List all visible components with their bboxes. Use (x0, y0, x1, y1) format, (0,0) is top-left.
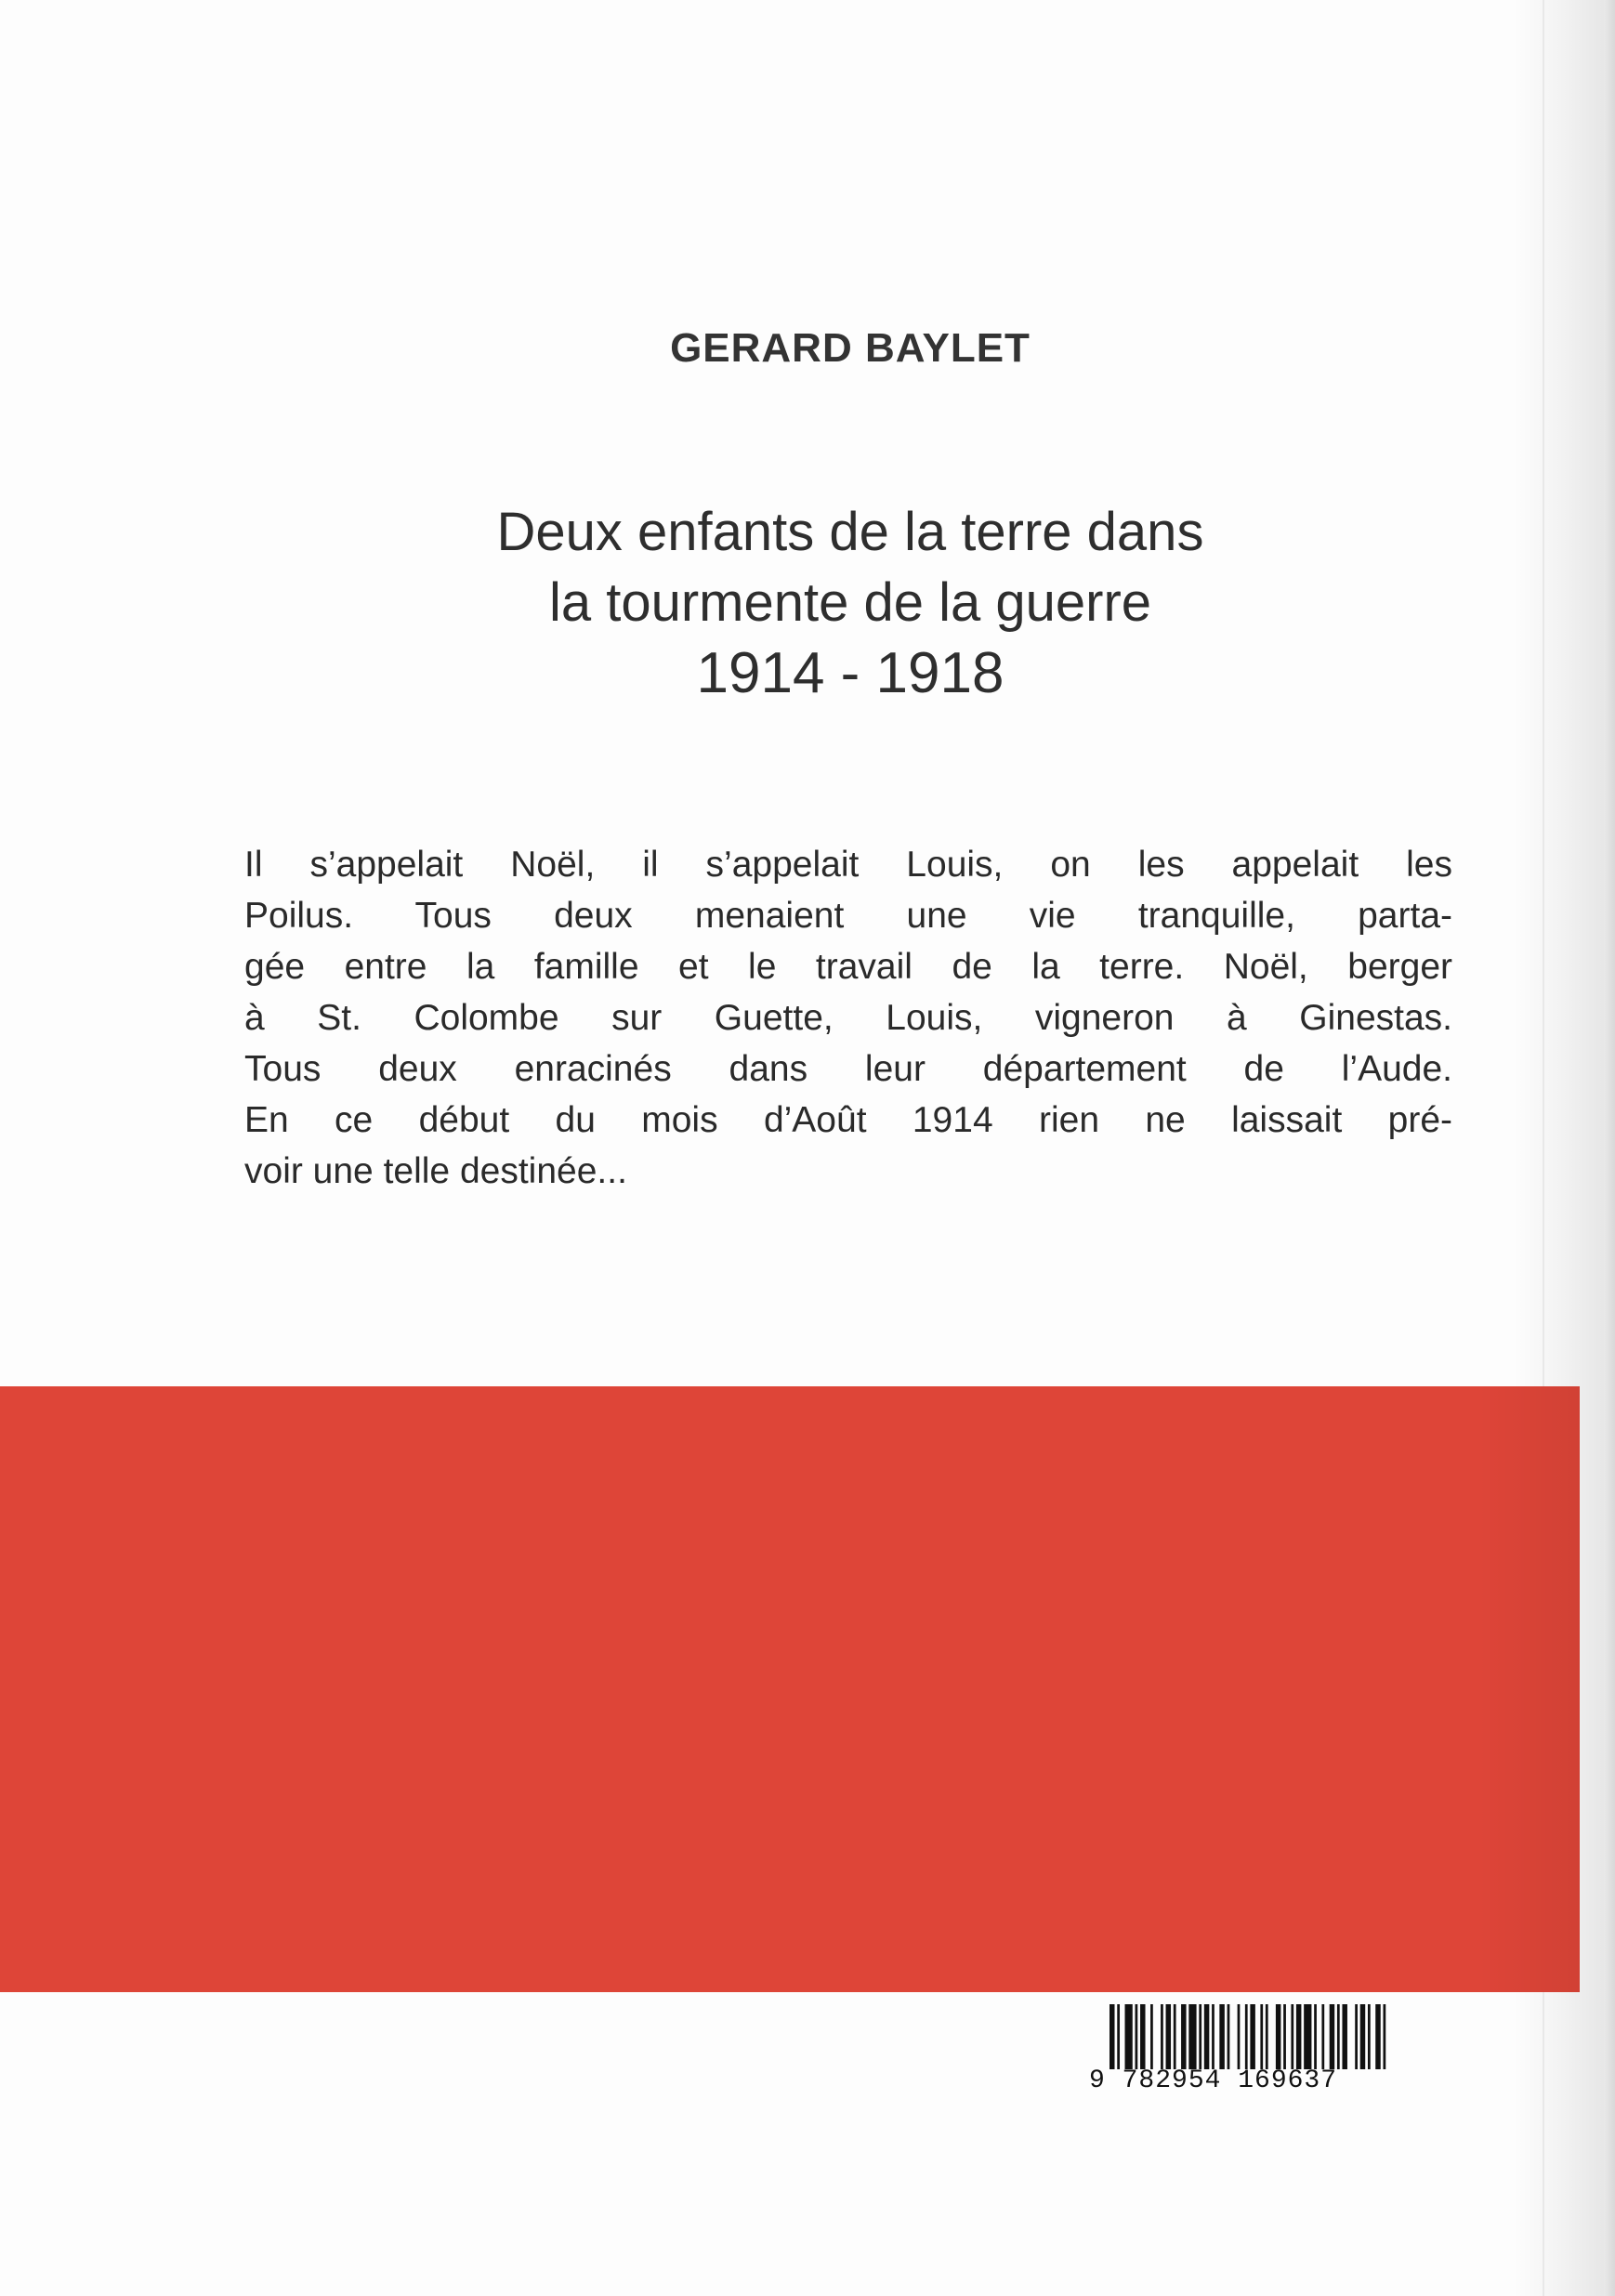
barcode (1109, 2004, 1388, 2069)
red-band-shade (1477, 1386, 1580, 1992)
barcode-bar (1384, 2004, 1386, 2069)
barcode-bar (1174, 2004, 1176, 2069)
barcode-bar (1161, 2004, 1163, 2069)
title-line: Deux enfants de la terre dans (496, 502, 1204, 562)
barcode-bar (1304, 2004, 1311, 2069)
blurb-line: à St. Colombe sur Guette, Louis, vigneron à Ginestas. (244, 998, 1452, 1038)
barcode-bar (1245, 2004, 1248, 2069)
barcode-bar (1188, 2004, 1196, 2069)
barcode-bar (1283, 2004, 1286, 2069)
blurb-line: Tous deux enracinés dans leur département de l’Aude. (244, 1049, 1452, 1089)
blurb-line: Il s’appelait Noël, il s’appelait Louis, on les appelait les (244, 845, 1452, 885)
barcode-bar (1219, 2004, 1225, 2069)
author-name: GERARD BAYLET (670, 325, 1031, 371)
barcode-bar (1136, 2004, 1138, 2069)
barcode-bar (1260, 2004, 1263, 2069)
barcode-bar (1140, 2004, 1146, 2069)
barcode-bar (1337, 2004, 1340, 2069)
blurb-line: voir une telle destinée... (244, 1151, 627, 1191)
barcode-bar (1109, 2004, 1115, 2069)
title-years: 1914 - 1918 (696, 641, 1004, 705)
barcode-bar (1266, 2004, 1268, 2069)
barcode-bar (1330, 2004, 1335, 2069)
blurb-line: En ce début du mois d’Août 1914 rien ne laissait pré- (244, 1100, 1452, 1140)
barcode-bar (1291, 2004, 1293, 2069)
barcode-bar (1360, 2004, 1366, 2069)
barcode-bar (1166, 2004, 1172, 2069)
barcode-bar (1228, 2004, 1230, 2069)
blurb-line: gée entre la famille et le travail de la terre. Noël, berger (244, 947, 1452, 987)
barcode-bar (1375, 2004, 1381, 2069)
barcode-bar (1125, 2004, 1133, 2069)
red-band (0, 1386, 1580, 1992)
blurb-line: Poilus. Tous deux menaient une vie tranquille, parta- (244, 896, 1452, 936)
barcode-bar (1276, 2004, 1281, 2069)
barcode-bar (1150, 2004, 1153, 2069)
barcode-bar (1199, 2004, 1201, 2069)
barcode-bar (1117, 2004, 1120, 2069)
barcode-bar (1314, 2004, 1317, 2069)
barcode-bar (1212, 2004, 1215, 2069)
barcode-bar (1238, 2004, 1241, 2069)
barcode-bar (1342, 2004, 1347, 2069)
barcode-bar (1181, 2004, 1187, 2069)
barcode-bar (1204, 2004, 1210, 2069)
barcode-bar (1321, 2004, 1324, 2069)
barcode-bar (1355, 2004, 1358, 2069)
book-title (0, 497, 1615, 709)
barcode-bar (1296, 2004, 1302, 2069)
barcode-bar (1368, 2004, 1371, 2069)
blurb-text (244, 839, 1452, 1197)
isbn-number: 9 782954 169637 (1089, 2066, 1338, 2095)
title-line: la tourmente de la guerre (548, 572, 1152, 633)
barcode-bar (1250, 2004, 1255, 2069)
